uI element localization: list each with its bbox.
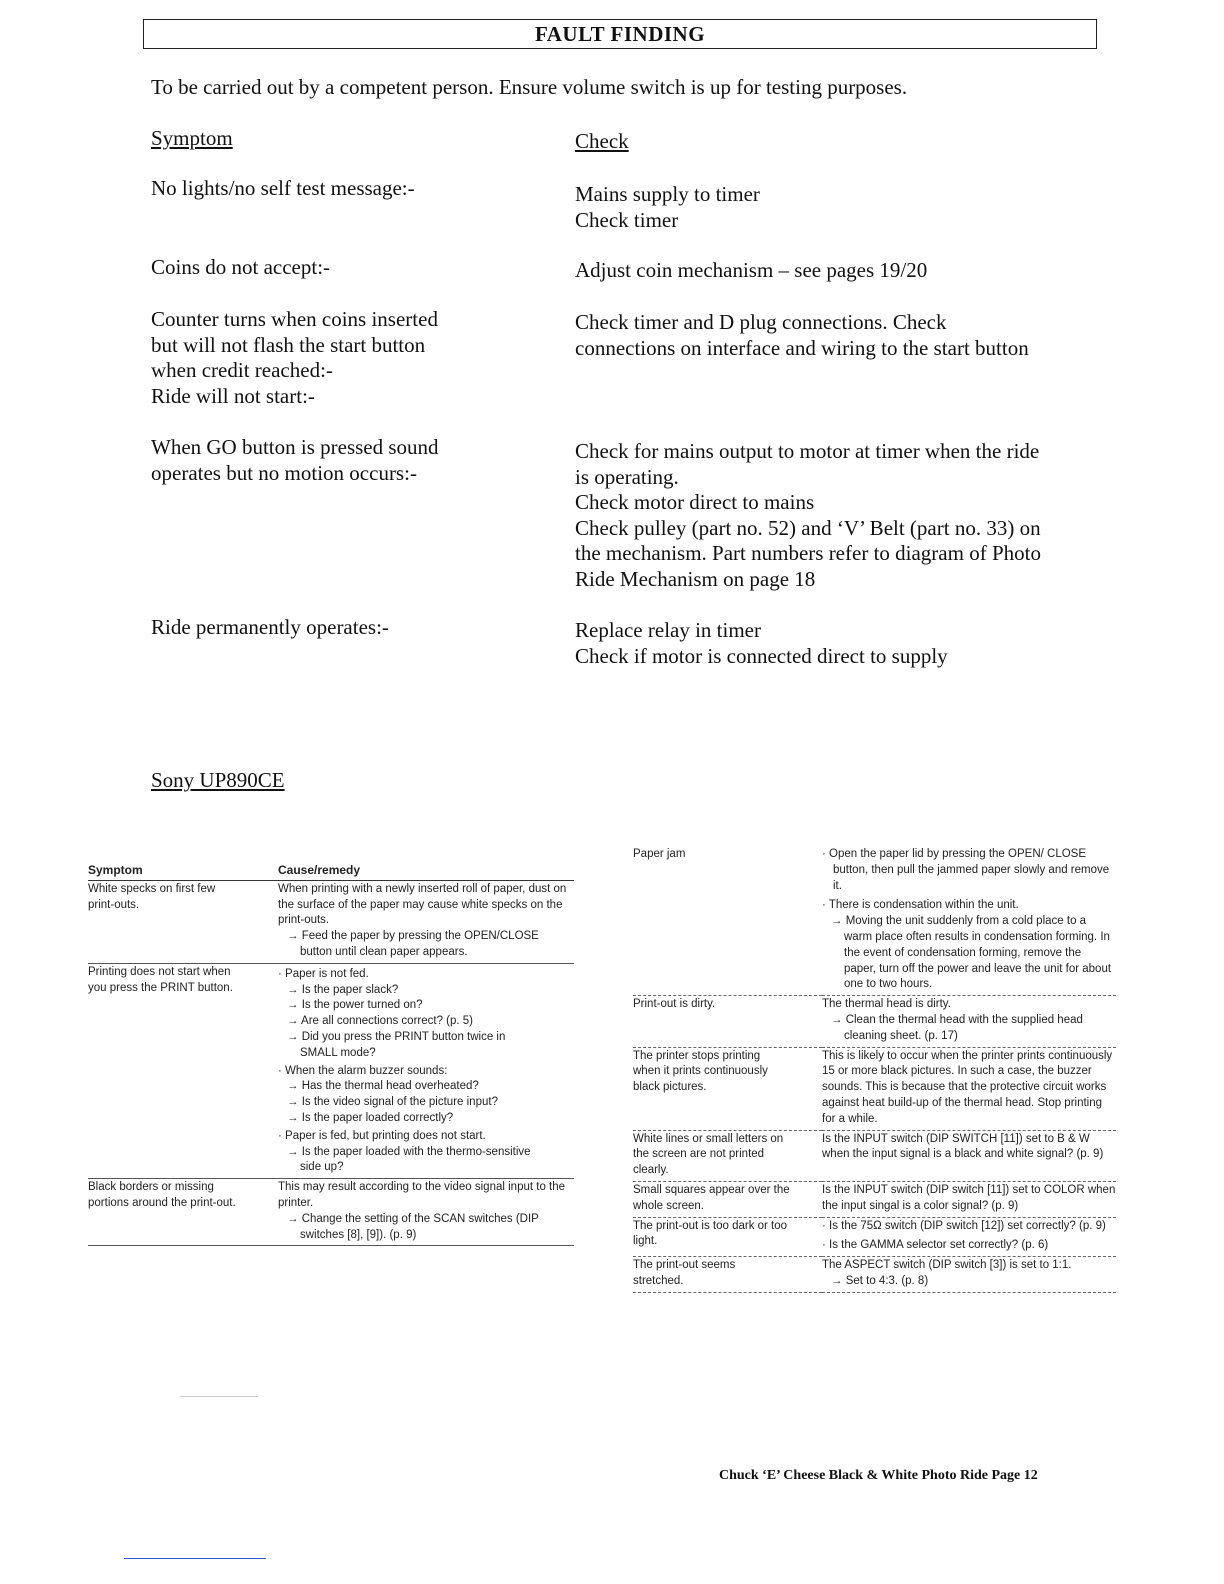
remedy-arrow-item: → Is the power turned on? bbox=[287, 999, 423, 1012]
symptom-line: when credit reached:- bbox=[151, 358, 333, 382]
sony-troubleshooting-table-right bbox=[633, 846, 1116, 1293]
remedy-bullet: · Paper is not fed. bbox=[278, 967, 369, 980]
page-footer: Chuck ‘E’ Cheese Black & White Photo Ride Page 12 bbox=[719, 1468, 1038, 1483]
table-row bbox=[633, 846, 1116, 996]
column-header-cause: Cause/remedy bbox=[278, 863, 574, 880]
column-header-symptom: Symptom bbox=[88, 863, 278, 880]
remedy-bullet: · When the alarm buzzer sounds: bbox=[278, 1064, 448, 1077]
remedy-arrow-item: → Are all connections correct? (p. 5) bbox=[287, 1015, 473, 1028]
fault-check bbox=[575, 618, 1105, 669]
symptom-cell bbox=[88, 880, 278, 963]
symptom-line: Counter turns when coins inserted bbox=[151, 307, 438, 331]
sony-section-title: Sony UP890CE bbox=[151, 768, 285, 792]
fault-check bbox=[575, 258, 1105, 284]
remedy-bullet: · Is the GAMMA selector set correctly? (p. 6) bbox=[822, 1239, 1049, 1252]
fault-check bbox=[575, 182, 1105, 233]
table-row bbox=[633, 1130, 1116, 1181]
check-header: Check bbox=[575, 129, 629, 153]
check-line: Replace relay in timer bbox=[575, 618, 761, 642]
symptom-text: The printer stops printing when it prints continuously black pictures. bbox=[633, 1049, 768, 1094]
remedy-bullet: · Is the 75Ω switch (DIP switch [12]) set correctly? (p. 9) bbox=[822, 1219, 1106, 1232]
fault-check bbox=[575, 439, 1105, 592]
remedy-arrow-item: → Is the paper loaded with the thermo-sensitive side up? bbox=[287, 1145, 531, 1174]
symptom-line: but will not flash the start button bbox=[151, 332, 426, 357]
remedy-arrow-item: → Is the paper loaded correctly? bbox=[287, 1111, 454, 1124]
table-row bbox=[633, 1257, 1116, 1293]
remedy-text: The ASPECT switch (DIP switch [3]) is set to 1:1. bbox=[822, 1259, 1072, 1272]
table-row bbox=[88, 1179, 574, 1246]
remedy-arrow-item: → Is the paper slack? bbox=[287, 983, 399, 996]
remedy-arrow-item: → Has the thermal head overheated? bbox=[287, 1080, 479, 1093]
remedy-arrow-item: → Feed the paper by pressing the OPEN/CLOSE button until clean paper appears. bbox=[287, 930, 539, 958]
page-title: FAULT FINDING bbox=[534, 22, 706, 46]
symptom-cell bbox=[633, 996, 822, 1047]
remedy-cell bbox=[822, 846, 1116, 996]
remedy-text: Is the INPUT switch (DIP SWITCH [11]) set to B & W when the input signal is a black and white signal? (p. 9) bbox=[822, 1132, 1104, 1161]
symptom-text: Small squares appear over the whole screen. bbox=[633, 1183, 790, 1212]
symptom-text: The print-out is too dark or too light. bbox=[633, 1219, 788, 1248]
table-row bbox=[633, 1217, 1116, 1257]
remedy-cell bbox=[822, 1181, 1116, 1217]
remedy-text: This is likely to occur when the printer prints continuously 15 or more black pictures. In such a case, the buzzer sounds. This is because that the protective circuit works against heat build-up of the thermal head. Stop printing for a while. bbox=[822, 1049, 1113, 1125]
symptom-line: Ride will not start:- bbox=[151, 383, 315, 408]
symptom-cell bbox=[633, 1217, 822, 1257]
check-line: Check motor direct to mains bbox=[575, 490, 815, 514]
symptom-cell bbox=[633, 1130, 822, 1181]
table-row bbox=[88, 880, 574, 963]
remedy-cell bbox=[278, 1179, 574, 1246]
remedy-text: This may result according to the video signal input to the printer. bbox=[278, 1181, 566, 1209]
symptom-line: No lights/no self test message:- bbox=[151, 176, 415, 200]
symptom-text: Printing does not start when you press the PRINT button. bbox=[88, 965, 233, 994]
check-line: Check timer and D plug connections. Check bbox=[575, 310, 947, 334]
intro-text: To be carried out by a competent person. Ensure volume switch is up for testing purposes. bbox=[151, 75, 908, 99]
remedy-text: The thermal head is dirty. bbox=[822, 998, 951, 1011]
symptom-text: The print-out seems stretched. bbox=[633, 1259, 736, 1287]
check-line: Check if motor is connected direct to supply bbox=[575, 643, 948, 668]
remedy-text: When printing with a newly inserted roll of paper, dust on the surface of the paper may cause white specks on the print-outs. bbox=[278, 882, 567, 927]
table-row bbox=[633, 1047, 1116, 1130]
check-line: Check timer bbox=[575, 207, 679, 232]
remedy-cell bbox=[822, 1257, 1116, 1293]
check-line: Check pulley (part no. 52) and ‘V’ Belt (part no. 33) on bbox=[575, 515, 1041, 540]
symptom-line: When GO button is pressed sound bbox=[151, 435, 439, 459]
symptom-line: Coins do not accept:- bbox=[151, 255, 331, 279]
remedy-cell bbox=[822, 1130, 1116, 1181]
check-line: Ride Mechanism on page 18 bbox=[575, 566, 816, 591]
symptom-cell bbox=[633, 1047, 822, 1130]
title-box bbox=[143, 19, 1097, 49]
symptom-text: White specks on first few print-outs. bbox=[88, 882, 216, 911]
remedy-cell bbox=[822, 1047, 1116, 1130]
sony-troubleshooting-table-left bbox=[88, 863, 574, 1246]
check-line: Check for mains output to motor at timer when the ride bbox=[575, 439, 1040, 463]
symptom-text: Print-out is dirty. bbox=[633, 998, 716, 1011]
remedy-arrow-item: → Moving the unit suddenly from a cold place to a warm place often results in condensation forming. In the event of condensation forming, remove the paper, turn off the power and leave the unit for about one to two hours. bbox=[831, 915, 1112, 991]
remedy-arrow-item: → Set to 4:3. (p. 8) bbox=[831, 1274, 929, 1287]
fault-symptom bbox=[151, 615, 551, 641]
fault-symptom bbox=[151, 176, 551, 202]
table-row bbox=[633, 1181, 1116, 1217]
symptom-cell bbox=[88, 963, 278, 1178]
remedy-arrow-item: → Did you press the PRINT button twice in SMALL mode? bbox=[287, 1030, 506, 1059]
table-row bbox=[633, 996, 1116, 1047]
divider bbox=[124, 1558, 266, 1559]
divider bbox=[180, 1396, 258, 1397]
symptom-cell bbox=[633, 1181, 822, 1217]
fault-check bbox=[575, 310, 1105, 361]
symptom-text: Black borders or missing portions around the print-out. bbox=[88, 1181, 236, 1209]
table-row bbox=[88, 963, 574, 1178]
remedy-cell bbox=[278, 880, 574, 963]
symptom-header: Symptom bbox=[151, 126, 233, 150]
remedy-text: Is the INPUT switch (DIP switch [11]) set to COLOR when the input singal is a color signal? (p. 9) bbox=[822, 1183, 1116, 1212]
check-line: Adjust coin mechanism – see pages 19/20 bbox=[575, 258, 928, 282]
fault-symptom bbox=[151, 435, 551, 486]
check-line: is operating. bbox=[575, 464, 679, 489]
remedy-bullet: · There is condensation within the unit. bbox=[822, 899, 1019, 912]
remedy-cell bbox=[278, 963, 574, 1178]
table-header-row bbox=[88, 863, 574, 880]
symptom-cell bbox=[633, 846, 822, 996]
remedy-bullet: · Paper is fed, but printing does not start. bbox=[278, 1129, 486, 1142]
symptom-text: Paper jam bbox=[633, 848, 686, 860]
remedy-arrow-item: → Clean the thermal head with the supplied head cleaning sheet. (p. 17) bbox=[831, 1013, 1083, 1042]
check-line: connections on interface and wiring to the start button bbox=[575, 335, 1029, 360]
symptom-text: White lines or small letters on the screen are not printed clearly. bbox=[633, 1132, 784, 1177]
check-line: Mains supply to timer bbox=[575, 182, 760, 206]
symptom-cell bbox=[88, 1179, 278, 1246]
fault-symptom bbox=[151, 307, 551, 409]
check-line: the mechanism. Part numbers refer to diagram of Photo bbox=[575, 541, 1041, 565]
remedy-cell bbox=[822, 996, 1116, 1047]
symptom-cell bbox=[633, 1257, 822, 1293]
fault-symptom bbox=[151, 255, 551, 281]
remedy-arrow-item: → Change the setting of the SCAN switches (DIP switches [8], [9]). (p. 9) bbox=[287, 1212, 539, 1241]
remedy-arrow-item: → Is the video signal of the picture input? bbox=[287, 1096, 498, 1109]
remedy-bullet: · Open the paper lid by pressing the OPEN/ CLOSE button, then pull the jammed paper slowly and remove it. bbox=[822, 848, 1110, 892]
symptom-line: Ride permanently operates:- bbox=[151, 615, 389, 639]
remedy-cell bbox=[822, 1217, 1116, 1257]
symptom-line: operates but no motion occurs:- bbox=[151, 460, 417, 485]
